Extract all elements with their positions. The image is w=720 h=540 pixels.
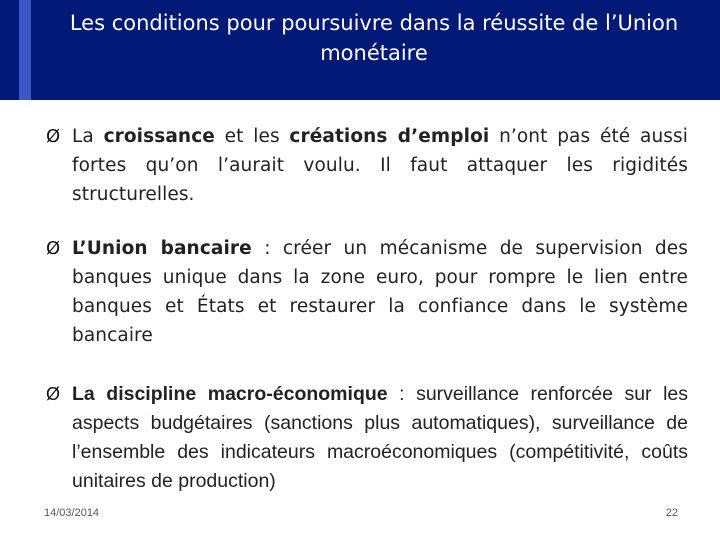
footer-date: 14/03/2014 [44, 507, 100, 519]
title-bar [0, 0, 720, 100]
slide-content [46, 122, 688, 496]
bullet-growth [46, 122, 688, 209]
bullet-text: : surveillance renforcée sur les aspects budgétaires (sanctions plus automatiques), surveillance de l’ensemble des indicateurs macroéconomiques (compétitivité, coûts unitaires de production) [72, 383, 688, 492]
bullet-macro-discipline [46, 380, 688, 496]
title-accent-stripe [19, 0, 31, 100]
bullet-keyword: L’Union bancaire [72, 238, 252, 259]
page-number: 22 [665, 507, 678, 519]
arrow-bullet-icon: Ø [46, 126, 61, 147]
arrow-bullet-icon: Ø [46, 238, 61, 259]
bullet-keyword: créations d’emploi [289, 126, 490, 147]
slide-title: Les conditions pour poursuivre dans la réussite de l’Union monétaire [69, 11, 679, 65]
arrow-bullet-icon: Ø [46, 384, 61, 404]
bullet-text: et les [214, 126, 290, 147]
bullet-keyword: La discipline macro-économique [72, 383, 388, 405]
bullet-banking-union [46, 234, 688, 350]
bullet-text: n’ont pas été aussi fortes qu’on l’aurait voulu. Il faut attaquer les rigidités structurelles. [72, 126, 688, 205]
bullet-text: : créer un mécanisme de supervision des banques unique dans la zone euro, pour rompre le lien entre banques et États et restaurer la confiance dans le système bancaire [72, 238, 688, 346]
bullet-text: La [72, 126, 104, 147]
bullet-keyword: croissance [103, 126, 215, 147]
